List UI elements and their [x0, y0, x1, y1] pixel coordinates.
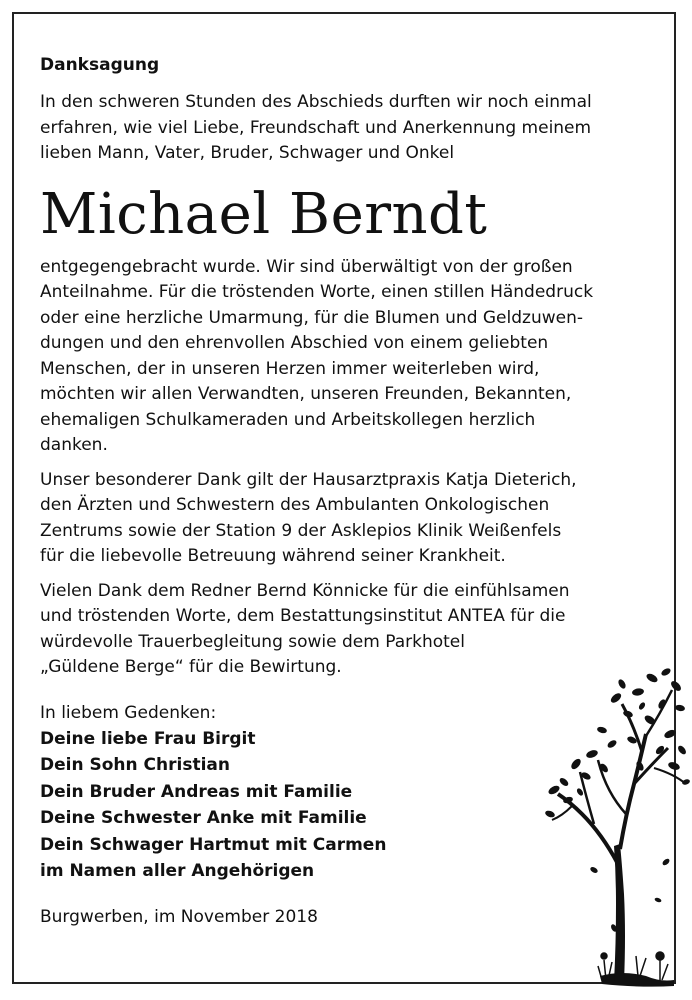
notice-heading: Danksagung	[40, 55, 160, 75]
obituary-notice	[12, 12, 676, 984]
gedenken-label: In liebem Gedenken:	[40, 702, 217, 723]
thanks-paragraph: entgegengebracht wurde. Wir sind überwältigt von der großen Anteilnahme. Für die tröstenden Worte, einen stillen Händedruck oder eine herzliche Umarmung, für die Blumen und Geldzuwen- dungen und den ehrenvollen Abschied von einem geliebten Menschen, der in unseren Herzen immer weiterleben wird, möchten wir allen Verwandten, unseren Freunden, Bekannten, ehemaligen Schulkameraden und Arbeitskollegen herzlich danken.	[40, 256, 594, 455]
signer-line: Dein Sohn Christian	[40, 755, 230, 775]
deceased-name: Michael Berndt	[40, 181, 488, 247]
signer-line: Dein Schwager Hartmut mit Carmen	[40, 834, 387, 855]
signer-line: Deine liebe Frau Birgit	[40, 728, 256, 749]
closing-thanks-paragraph: Vielen Dank dem Redner Bernd Könnicke für die einfühlsamen und tröstenden Worte, dem Bestattungsinstitut ANTEA für die würdevolle Trauerbegleitung sowie dem Parkhotel „Güldene Berge“ für die Bewirtung.	[40, 580, 570, 677]
place-date: Burgwerben, im November 2018	[40, 906, 318, 927]
signer-line: Deine Schwester Anke mit Familie	[40, 808, 367, 828]
tree-silhouette-icon	[542, 664, 690, 994]
special-thanks-paragraph: Unser besonderer Dank gilt der Hausarztpraxis Katja Dieterich, den Ärzten und Schwestern des Ambulanten Onkologischen Zentrums sowie der Station 9 der Asklepios Klinik Weißenfels für die liebevolle Betreuung während seiner Krankheit.	[40, 469, 577, 566]
intro-paragraph: In den schweren Stunden des Abschieds durften wir noch einmal erfahren, wie viel Liebe, Freundschaft und Anerkennung meinem lieben Mann, Vater, Bruder, Schwager und Onkel	[40, 92, 592, 163]
signer-line: im Namen aller Angehörigen	[40, 861, 315, 881]
signer-line: Dein Bruder Andreas mit Familie	[40, 781, 353, 802]
